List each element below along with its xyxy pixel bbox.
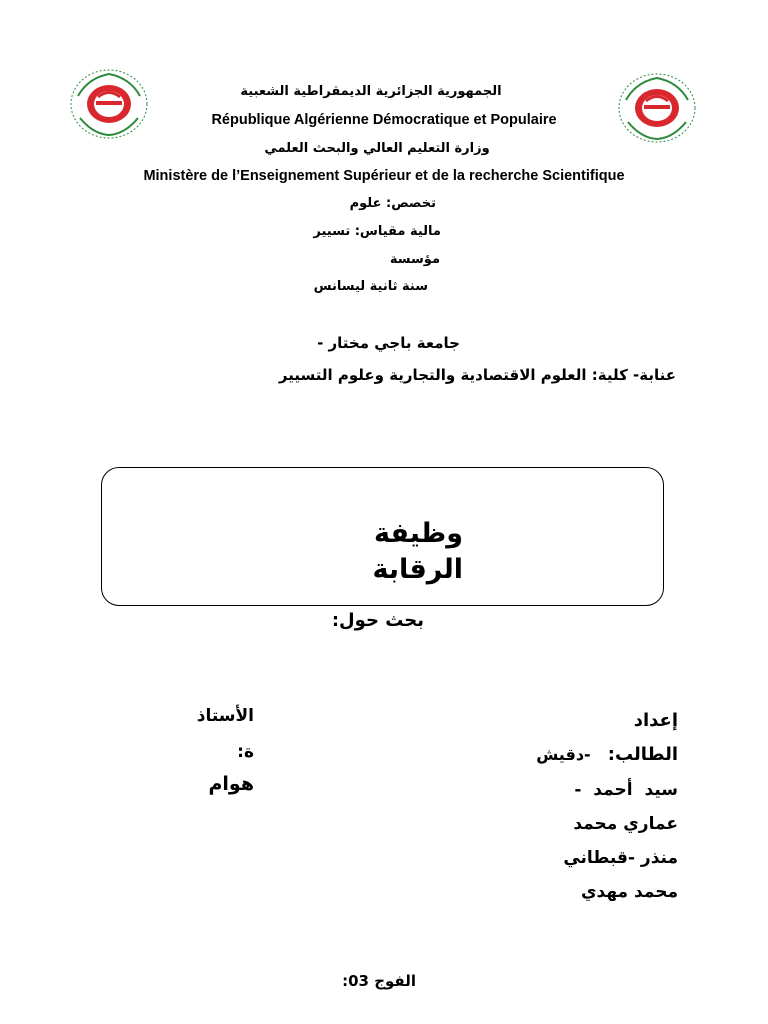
module-line: مالية مقياس: تسيير xyxy=(313,224,441,239)
student-name: سيد أحمد - xyxy=(574,780,678,800)
university-logo-right xyxy=(616,70,698,146)
republic-french: République Algérienne Démocratique et Populaire xyxy=(211,112,557,128)
professor-name: هوام xyxy=(208,773,254,795)
ministry-french: Ministère de l’Enseignement Supérieur et de la recherche Scientifique xyxy=(143,168,625,184)
research-title-line1: وظيفة xyxy=(373,518,463,549)
university-seal-icon xyxy=(616,70,698,146)
specialty-line: تخصص: علوم xyxy=(349,196,436,211)
ministry-arabic: وزارة التعليم العالي والبحث العلمي xyxy=(264,141,490,156)
student-name: منذر -قبطاني xyxy=(563,848,678,868)
research-about-label: بحث حول: xyxy=(331,610,424,631)
research-title-line2: الرقابة xyxy=(372,554,463,585)
university-logo-left xyxy=(68,66,150,142)
student-label-row xyxy=(536,744,678,765)
student-label: الطالب: xyxy=(607,744,678,765)
institution-line: مؤسسة xyxy=(389,252,440,267)
student-name: عماري محمد xyxy=(573,814,678,834)
research-title xyxy=(372,516,463,588)
republic-arabic: الجمهورية الجزائرية الديمقراطية الشعبية xyxy=(240,84,502,99)
university-name: جامعة باجي مختار - xyxy=(317,334,460,352)
year-line: سنة ثانية ليسانس xyxy=(313,279,428,294)
student-name: -دقيش xyxy=(536,745,591,764)
professor-label: الأستاذ xyxy=(196,706,254,726)
professor-label-suffix: ة: xyxy=(237,742,254,762)
group-label: الفوج 03: xyxy=(342,972,416,990)
faculty-line: عنابة- كلية: العلوم الاقتصادية والتجارية وعلوم التسيير xyxy=(278,366,676,384)
prepared-by-label: إعداد xyxy=(633,710,678,731)
research-title-box xyxy=(101,467,664,606)
student-name: محمد مهدي xyxy=(580,882,678,902)
university-seal-icon xyxy=(68,66,150,142)
